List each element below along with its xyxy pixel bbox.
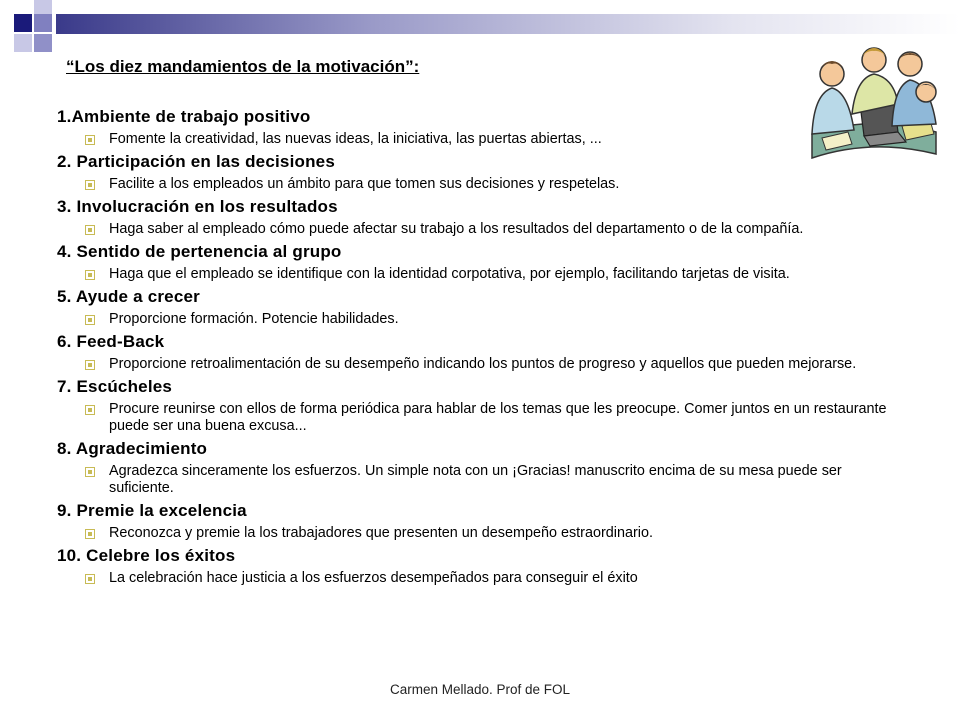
commandment-heading: 7. Escúcheles <box>57 377 173 396</box>
commandment-item <box>57 106 907 148</box>
commandment-item <box>57 286 907 328</box>
commandment-heading: 3. Involucración en los resultados <box>57 197 338 216</box>
commandment-detail <box>57 266 899 283</box>
commandment-item <box>57 241 907 283</box>
commandment-heading: 4. Sentido de pertenencia al grupo <box>57 242 342 261</box>
header-square-mid <box>34 14 52 32</box>
commandment-detail <box>57 401 899 435</box>
commandment-detail-text: Fomente la creatividad, las nuevas ideas, la iniciativa, las puertas abiertas, ... <box>109 131 602 147</box>
commandment-detail <box>57 221 899 238</box>
commandment-detail <box>57 525 899 542</box>
header-square-mid <box>34 34 52 52</box>
commandment-heading: 5. Ayude a crecer <box>57 287 200 306</box>
commandment-detail-text: Reconozca y premie la los trabajadores que presenten un desempeño estraordinario. <box>109 525 653 541</box>
commandment-detail <box>57 570 899 587</box>
commandment-detail <box>57 131 899 148</box>
commandment-detail <box>57 356 899 373</box>
commandment-item <box>57 438 907 497</box>
commandment-heading: 2. Participación en las decisiones <box>57 152 335 171</box>
bullet-icon <box>85 467 95 477</box>
commandment-heading: 6. Feed-Back <box>57 332 165 351</box>
commandment-item <box>57 151 907 193</box>
bullet-icon <box>85 315 95 325</box>
slide-title: “Los diez mandamientos de la motivación”: <box>66 57 420 76</box>
bullet-icon <box>85 180 95 190</box>
commandment-detail <box>57 176 899 193</box>
commandment-detail <box>57 311 899 328</box>
bullet-icon <box>85 360 95 370</box>
bullet-icon <box>85 574 95 584</box>
header-square-light <box>34 0 52 14</box>
bullet-icon <box>85 225 95 235</box>
commandment-item <box>57 376 907 435</box>
commandment-detail-text: Facilite a los empleados un ámbito para que tomen sus decisiones y respetelas. <box>109 176 620 192</box>
commandment-detail-text: Agradezca sinceramente los esfuerzos. Un simple nota con un ¡Gracias! manuscrito encima de su mesa puede ser suficiente. <box>109 463 842 496</box>
commandment-detail-text: Haga saber al empleado cómo puede afectar su trabajo a los resultados del departamento o de la compañía. <box>109 221 804 237</box>
commandment-heading: 10. Celebre los éxitos <box>57 546 236 565</box>
commandment-detail-text: Proporcione formación. Potencie habilidades. <box>109 311 399 327</box>
commandment-detail-text: Proporcione retroalimentación de su desempeño indicando los puntos de progreso y aquellos que pueden mejorarse. <box>109 356 857 372</box>
commandment-heading: 8. Agradecimiento <box>57 439 208 458</box>
bullet-icon <box>85 405 95 415</box>
bullet-icon <box>85 135 95 145</box>
header-square-light <box>14 34 32 52</box>
bullet-icon <box>85 529 95 539</box>
header-gradient-bar <box>56 14 960 34</box>
commandment-item <box>57 545 907 587</box>
header-square-dark <box>14 14 32 32</box>
commandment-heading: 9. Premie la excelencia <box>57 501 247 520</box>
commandment-detail-text: La celebración hace justicia a los esfuerzos desempeñados para conseguir el éxito <box>109 570 638 586</box>
commandment-item <box>57 500 907 542</box>
bullet-icon <box>85 270 95 280</box>
commandment-item <box>57 196 907 238</box>
commandment-heading: 1.Ambiente de trabajo positivo <box>57 107 311 126</box>
slide-footer: Carmen Mellado. Prof de FOL <box>389 682 571 697</box>
commandments-list <box>57 106 907 590</box>
commandment-item <box>57 331 907 373</box>
commandment-detail <box>57 463 899 497</box>
commandment-detail-text: Procure reunirse con ellos de forma periódica para hablar de los temas que les preocupe. Comer juntos en un restaurante puede ser una buena excusa... <box>109 401 887 434</box>
commandment-detail-text: Haga que el empleado se identifique con la identidad corpotativa, por ejemplo, facilitando tarjetas de visita. <box>109 266 790 282</box>
